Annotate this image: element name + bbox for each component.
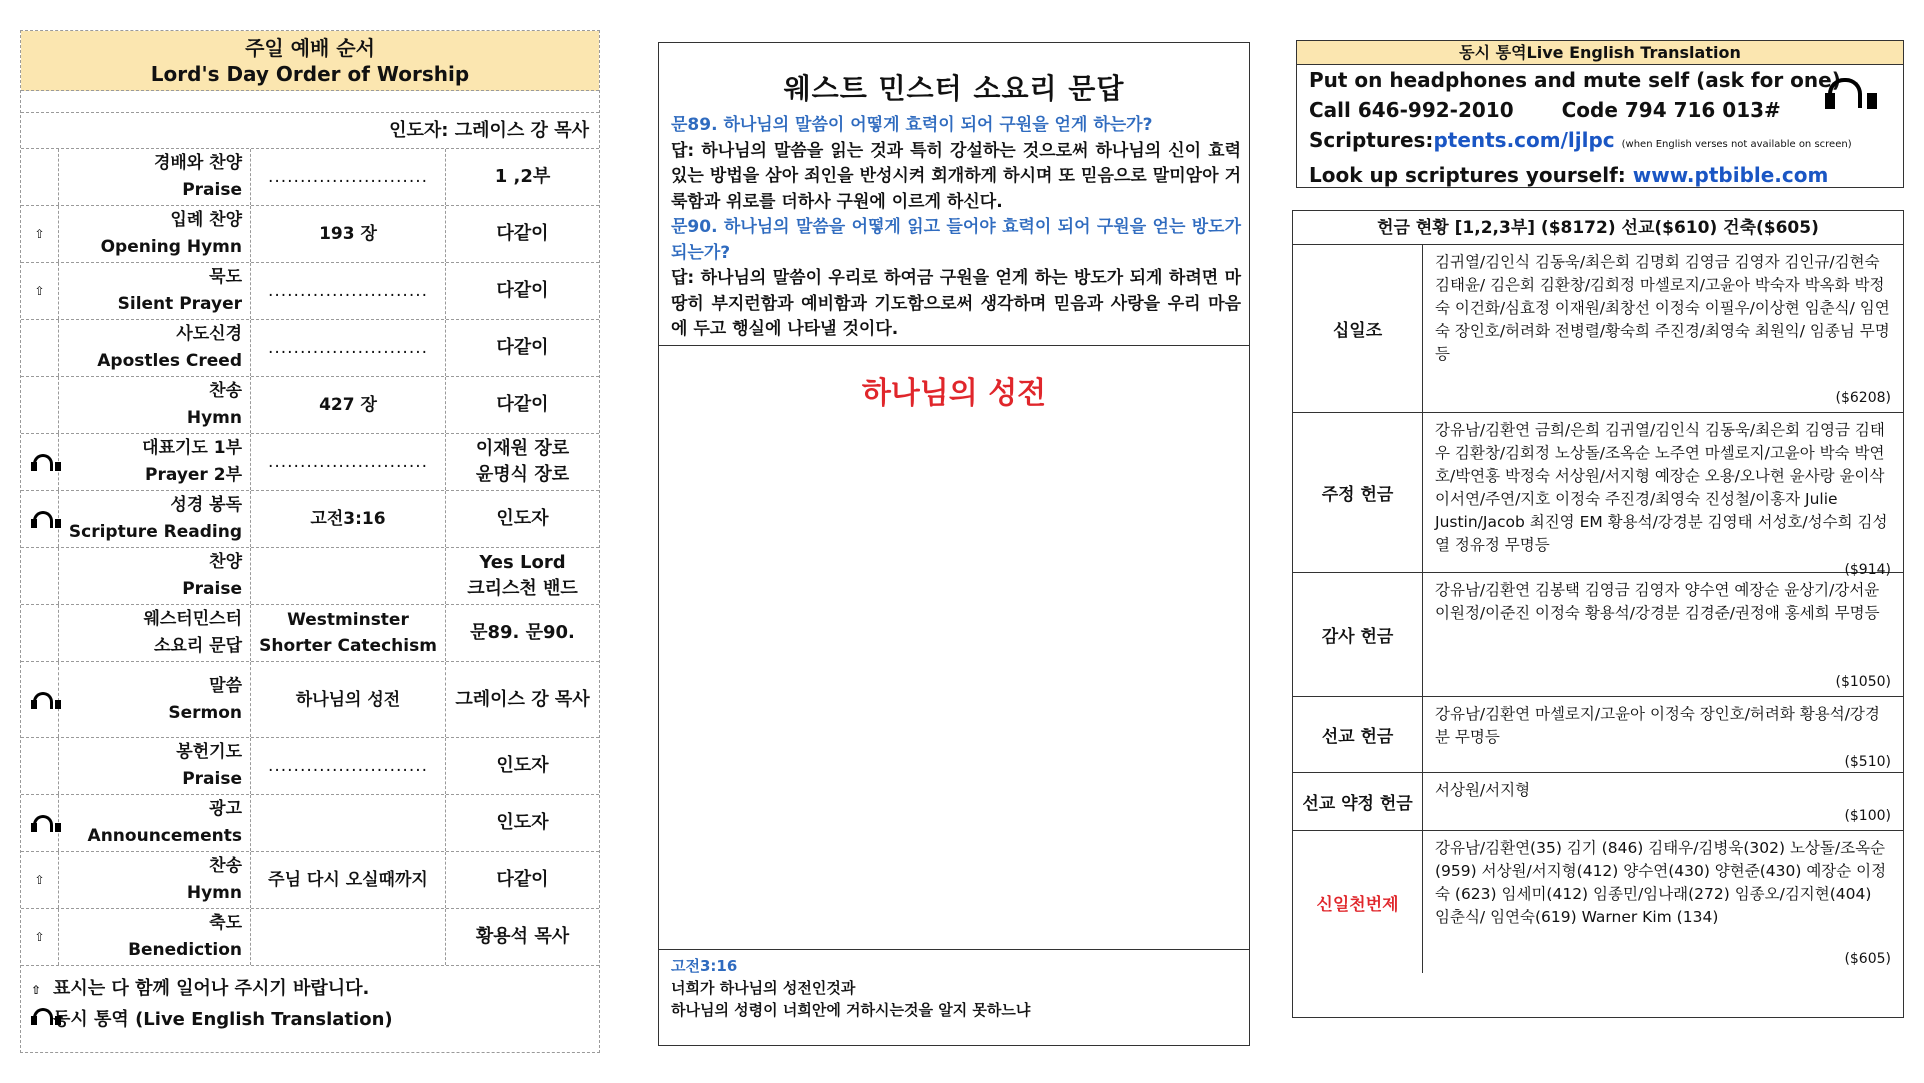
offering-category: 감사 헌금: [1293, 573, 1423, 696]
sermon-title: 하나님의 성전: [861, 376, 1047, 411]
order-spacer: [21, 91, 599, 113]
offering-names-cell: [1423, 773, 1903, 830]
order-row-name-en: Scripture Reading: [68, 522, 242, 542]
question-89: 문89. 하나님의 말씀이 어떻게 효력이 되어 구원을 얻게 하는가?: [671, 115, 1153, 135]
order-row-detail-cell: [251, 662, 446, 737]
order-row-detail-2: Shorter Catechism: [259, 636, 437, 656]
order-row-icon-cell: [21, 491, 59, 547]
offering-names-cell: [1423, 573, 1903, 696]
offering-row: [1293, 831, 1903, 973]
order-row-leader-cell: [446, 795, 599, 851]
order-row-leader-cell: [446, 206, 599, 262]
call-code: Code 794 716 013#: [1561, 98, 1781, 122]
order-row: [21, 206, 599, 263]
order-rows: [21, 149, 599, 966]
order-row-icon-cell: [21, 377, 59, 433]
order-row-leader-cell: [446, 149, 599, 205]
order-row: [21, 738, 599, 795]
order-row-detail-cell: [251, 263, 446, 319]
order-row: [21, 605, 599, 662]
order-row-leader: 문89. 문90.: [470, 622, 575, 643]
order-row-detail-cell: [251, 377, 446, 433]
verse-reference: 고전3:16: [671, 957, 738, 975]
order-row-leader: 그레이스 강 목사: [455, 688, 590, 710]
translation-line-scriptures: [1297, 125, 1903, 160]
order-row-name-en: Praise: [182, 180, 242, 200]
order-row-leader-cell: [446, 377, 599, 433]
offering-category: 선교 헌금: [1293, 697, 1423, 772]
offering-amount: ($6208): [1835, 390, 1891, 406]
order-row-name-ko: 웨스터민스터: [143, 609, 242, 629]
order-row-detail: Westminster: [287, 610, 409, 630]
order-row-name: [59, 548, 251, 604]
order-row-icon-cell: [21, 263, 59, 319]
translation-line-lookup: [1297, 160, 1903, 190]
order-row-icon-cell: [21, 149, 59, 205]
offering-names: 김귀열/김인식 김동욱/최은회 김명회 김영금 김영자 김인규/김현숙 김태윤/ 김은회 김환창/김회정 마셀로지/고윤아 박숙자 박옥화 박정숙 이건화/심효정 이재원/최창선 이정숙 이필우/이상현 임춘식/ 임연숙 장인호/허려화 전병렬/황숙희 주진경/최영숙 최원익/ 임종님 무명등: [1435, 253, 1890, 363]
scripture-verse: [671, 955, 1030, 1021]
order-row-name: [59, 852, 251, 908]
order-row-detail-cell: [251, 738, 446, 794]
order-row-name-en: Prayer 2부: [145, 465, 242, 485]
order-row-icon-cell: [21, 852, 59, 908]
order-row-icon-cell: [21, 738, 59, 794]
offering-amount: ($914): [1844, 562, 1891, 578]
headphone-icon: [31, 814, 49, 832]
order-row: [21, 377, 599, 434]
order-row-name-en: Silent Prayer: [117, 294, 242, 314]
order-row-detail: 427 장: [319, 395, 377, 415]
answer-89: 답: 하나님의 말씀을 읽는 것과 특히 강설하는 것으로써 하나님의 신이 효력 있는 방법을 삼아 죄인을 반성시켜 회개하게 하시며 또 믿음으로 말미암아 거룩함과 위로를 더하사 구원에 이르게 하신다.: [671, 140, 1241, 212]
order-row-icon-cell: [21, 605, 59, 661]
offering-category: 주정 헌금: [1293, 413, 1423, 572]
order-row-name-en: Hymn: [186, 408, 242, 428]
order-row-detail-cell: [251, 852, 446, 908]
order-row-leader: 1 ,2부: [494, 166, 551, 187]
verse-line-2: 하나님의 성령이 너희안에 거하시는것을 알지 못하느냐: [671, 1001, 1031, 1019]
order-row-leader: 다같이: [496, 337, 549, 358]
order-row-name: [59, 605, 251, 661]
answer-90: 답: 하나님의 말씀이 우리로 하여금 구원을 얻게 하는 방도가 되게 하려면 마땅히 부지런함과 예비함과 기도함으로써 생각하며 믿음과 사랑을 우리 마음에 두고 행실에 나타낼 것이다.: [671, 268, 1241, 339]
order-row-detail: 193 장: [319, 224, 377, 244]
order-row-leader: 다같이: [496, 280, 549, 301]
headphone-icon: [1825, 77, 1857, 109]
question-90: 문90. 하나님의 말씀을 어떻게 읽고 들어야 효력이 되어 구원을 얻는 방도가 되는가?: [671, 217, 1241, 263]
order-row-icon-cell: [21, 548, 59, 604]
order-row-name: [59, 738, 251, 794]
order-leader: 인도자: 그레이스 강 목사: [21, 113, 599, 149]
offering-amount: ($1050): [1835, 674, 1891, 690]
order-row-detail-cell: [251, 149, 446, 205]
footnote-stand-text: 표시는 다 함께 일어나 주시기 바랍니다.: [53, 978, 370, 999]
footnote-translation-text: 동시 통역 (Live English Translation): [53, 1009, 393, 1030]
scriptures-note: (when English verses not available on screen): [1621, 139, 1852, 150]
order-row-detail: 하나님의 성전: [295, 689, 401, 710]
order-row-name-ko: 묵도: [209, 267, 242, 287]
order-row-detail: 고전3:16: [310, 509, 386, 529]
order-row-name-ko: 성경 봉독: [170, 495, 242, 515]
order-title-korean: 주일 예배 순서: [245, 36, 375, 60]
order-row-name-ko: 찬양: [209, 552, 242, 572]
offering-names: 강유남/김환연 김봉택 김영금 김영자 양수연 예장순 윤상기/강서윤 이원정/이준진 이정숙 황용석/강경분 김경준/권정애 홍세희 무명등: [1435, 581, 1880, 622]
order-row-leader: 인도자: [496, 812, 549, 833]
headphone-icon: [31, 510, 49, 528]
ptbible-link[interactable]: www.ptbible.com: [1632, 163, 1829, 187]
stand-icon: ⇧: [34, 930, 45, 944]
offering-names: 강유남/김환연(35) 김기 (846) 김태우/김병욱(302) 노상돌/조옥순(959) 서상원/서지형(412) 양수연(430) 양현준(430) 예장순 이정숙 (623) 임세미(412) 임종민/임나래(272) 임종오/김지현(404) 임춘식/ 임연숙(619) Warner Kim (134): [1435, 839, 1887, 926]
order-row-leader-cell: [446, 491, 599, 547]
offering-category: 선교 약정 헌금: [1293, 773, 1423, 830]
offering-names: 강유남/김환연 마셀로지/고윤아 이정숙 장인호/허려화 황용석/강경분 무명등: [1435, 705, 1880, 746]
order-row: [21, 852, 599, 909]
order-row-leader-2: 크리스천 밴드: [467, 578, 578, 599]
order-row-detail-cell: [251, 491, 446, 547]
offering-heading: 헌금 현황 [1,2,3부] ($8172) 선교($610) 건축($605): [1293, 211, 1903, 245]
order-row-leader-cell: [446, 605, 599, 661]
offering-category: 신일천번제: [1293, 831, 1423, 973]
offering-row: [1293, 245, 1903, 413]
order-row-name-ko: 입례 찬양: [170, 210, 242, 230]
order-row-name-en: Praise: [182, 579, 242, 599]
offering-rows: [1293, 245, 1903, 973]
headphone-icon: [31, 1007, 49, 1025]
order-row: [21, 491, 599, 548]
order-row-detail: .........................: [267, 167, 429, 187]
order-row-leader: 다같이: [496, 223, 549, 244]
order-row-name-en: Sermon: [168, 702, 242, 723]
scriptures-label: Scriptures:: [1309, 128, 1434, 152]
order-row-leader-cell: [446, 263, 599, 319]
footnote-stand: [31, 974, 589, 1005]
catechism-divider-top: [659, 345, 1249, 346]
order-row-leader-cell: [446, 662, 599, 737]
order-row-leader: 인도자: [496, 508, 549, 529]
order-row-name-ko: 찬송: [209, 381, 242, 401]
order-row-name: [59, 377, 251, 433]
offering-names-cell: [1423, 697, 1903, 772]
offering-row: [1293, 573, 1903, 697]
order-row-name-ko: 봉헌기도: [176, 742, 242, 762]
order-row-detail-cell: [251, 320, 446, 376]
order-row: [21, 548, 599, 605]
order-row-icon-cell: [21, 206, 59, 262]
order-row: [21, 320, 599, 377]
order-row-leader: 다같이: [496, 869, 549, 890]
order-row-name: [59, 320, 251, 376]
catechism-divider-bottom: [659, 949, 1249, 950]
offering-panel: [1292, 210, 1904, 1018]
offering-names: 서상원/서지형: [1435, 781, 1531, 799]
order-row-name-en: 소요리 문답: [153, 636, 242, 656]
order-row-name: [59, 795, 251, 851]
offering-row: [1293, 697, 1903, 773]
order-row-leader: 황용석 목사: [475, 926, 570, 947]
verse-line-1: 너희가 하나님의 성전인것과: [671, 979, 856, 997]
order-row-detail: .........................: [267, 756, 429, 776]
call-number: Call 646-992-2010: [1309, 98, 1514, 122]
offering-names-cell: [1423, 245, 1903, 412]
order-row: [21, 795, 599, 852]
order-row-leader: 인도자: [496, 755, 549, 776]
offering-category: 십일조: [1293, 245, 1423, 412]
order-row-name: [59, 662, 251, 737]
order-row-leader-cell: [446, 320, 599, 376]
order-row-leader-2: 윤명식 장로: [475, 464, 570, 485]
order-row-icon-cell: [21, 662, 59, 737]
order-row-icon-cell: [21, 320, 59, 376]
stand-icon: ⇧: [34, 873, 45, 887]
offering-amount: ($605): [1844, 951, 1891, 967]
order-row: [21, 909, 599, 966]
order-row: [21, 263, 599, 320]
order-row-name-en: Benediction: [128, 940, 242, 960]
order-row-leader-cell: [446, 852, 599, 908]
stand-icon: ⇧: [31, 983, 42, 997]
catechism-heading: 웨스트 민스터 소요리 문답: [783, 72, 1125, 105]
order-title-box: [21, 31, 599, 91]
catechism-qa: [659, 107, 1249, 343]
order-row-name-ko: 경배와 찬양: [153, 153, 242, 173]
order-row-name: [59, 149, 251, 205]
order-row-detail-cell: [251, 206, 446, 262]
order-row-name-ko: 사도신경: [176, 324, 242, 344]
lookup-label: Look up scriptures yourself:: [1309, 163, 1633, 187]
order-row-detail-cell: [251, 434, 446, 490]
order-row-icon-cell: [21, 909, 59, 965]
order-row-leader-cell: [446, 909, 599, 965]
order-row-detail-cell: [251, 795, 446, 851]
translation-line-headphones: Put on headphones and mute self (ask for one): [1309, 68, 1841, 92]
order-row-name: [59, 263, 251, 319]
order-row-name-en: Announcements: [87, 826, 242, 846]
order-row-name-en: Opening Hymn: [100, 237, 242, 257]
order-row-name-en: Hymn: [186, 883, 242, 903]
order-row-detail: .........................: [267, 338, 429, 358]
headphone-icon: [31, 691, 49, 709]
order-row-detail: 주님 다시 오실때까지: [268, 870, 428, 890]
order-row-leader-cell: [446, 434, 599, 490]
translation-line-call: [1297, 95, 1903, 125]
order-title-english: Lord's Day Order of Worship: [150, 62, 470, 86]
order-row-detail: .........................: [267, 281, 429, 301]
order-row-leader: Yes Lord: [479, 552, 566, 573]
order-row-name-ko: 찬송: [209, 856, 242, 876]
headphone-icon: [31, 453, 49, 471]
offering-amount: ($510): [1844, 754, 1891, 770]
offering-names-cell: [1423, 413, 1903, 578]
order-row: [21, 662, 599, 738]
order-row-leader-cell: [446, 738, 599, 794]
order-row-detail-cell: [251, 909, 446, 965]
order-row-name-en: Apostles Creed: [97, 351, 242, 371]
order-row: [21, 149, 599, 206]
scriptures-link[interactable]: ptents.com/ljlpc: [1433, 128, 1615, 152]
order-row-detail-cell: [251, 548, 446, 604]
order-row-name-ko: 말씀: [209, 675, 242, 696]
catechism-panel: [658, 42, 1250, 1046]
order-row-icon-cell: [21, 795, 59, 851]
stand-icon: ⇧: [34, 227, 45, 241]
order-row-detail: .........................: [267, 452, 429, 472]
order-row-name: [59, 491, 251, 547]
offering-row: [1293, 413, 1903, 578]
order-row-leader: 이재원 장로: [475, 438, 570, 459]
offering-amount: ($100): [1844, 808, 1891, 824]
order-row-name-ko: 광고: [209, 799, 242, 819]
order-row-name-ko: 축도: [209, 913, 242, 933]
order-row-name: [59, 206, 251, 262]
translation-panel: [1296, 40, 1904, 188]
order-row-name-en: Praise: [182, 769, 242, 789]
order-row-name: [59, 909, 251, 965]
order-of-worship-panel: [20, 30, 600, 1053]
offering-names: 강유남/김환연 금희/은희 김귀열/김인식 김동욱/최은회 김영금 김태우 김환창/김회정 노상돌/조옥순 노주연 마셀로지/고윤아 박숙 박연호/박연홍 박정숙 서상원/서지형 예장순 오용/오나현 윤사랑 윤이삭 이서연/주연/지호 이정숙 주진경/최영숙 진성철/이홍자 Julie Justin/Jacob 최진영 EM 황용석/강경분 김영태 서성호/성수희 김성열 정유정 무명등: [1435, 421, 1888, 554]
order-row: [21, 434, 599, 491]
order-row-detail-cell: [251, 605, 446, 661]
footnote-translation: [31, 1005, 589, 1035]
order-row-leader: 다같이: [496, 394, 549, 415]
order-row-name: [59, 434, 251, 490]
offering-row: [1293, 773, 1903, 831]
order-row-leader-cell: [446, 548, 599, 604]
order-row-icon-cell: [21, 434, 59, 490]
order-footnotes: [21, 966, 599, 1043]
stand-icon: ⇧: [34, 284, 45, 298]
order-row-name-ko: 대표기도 1부: [142, 438, 242, 458]
translation-heading: 동시 통역Live English Translation: [1297, 41, 1903, 65]
offering-names-cell: [1423, 831, 1903, 973]
